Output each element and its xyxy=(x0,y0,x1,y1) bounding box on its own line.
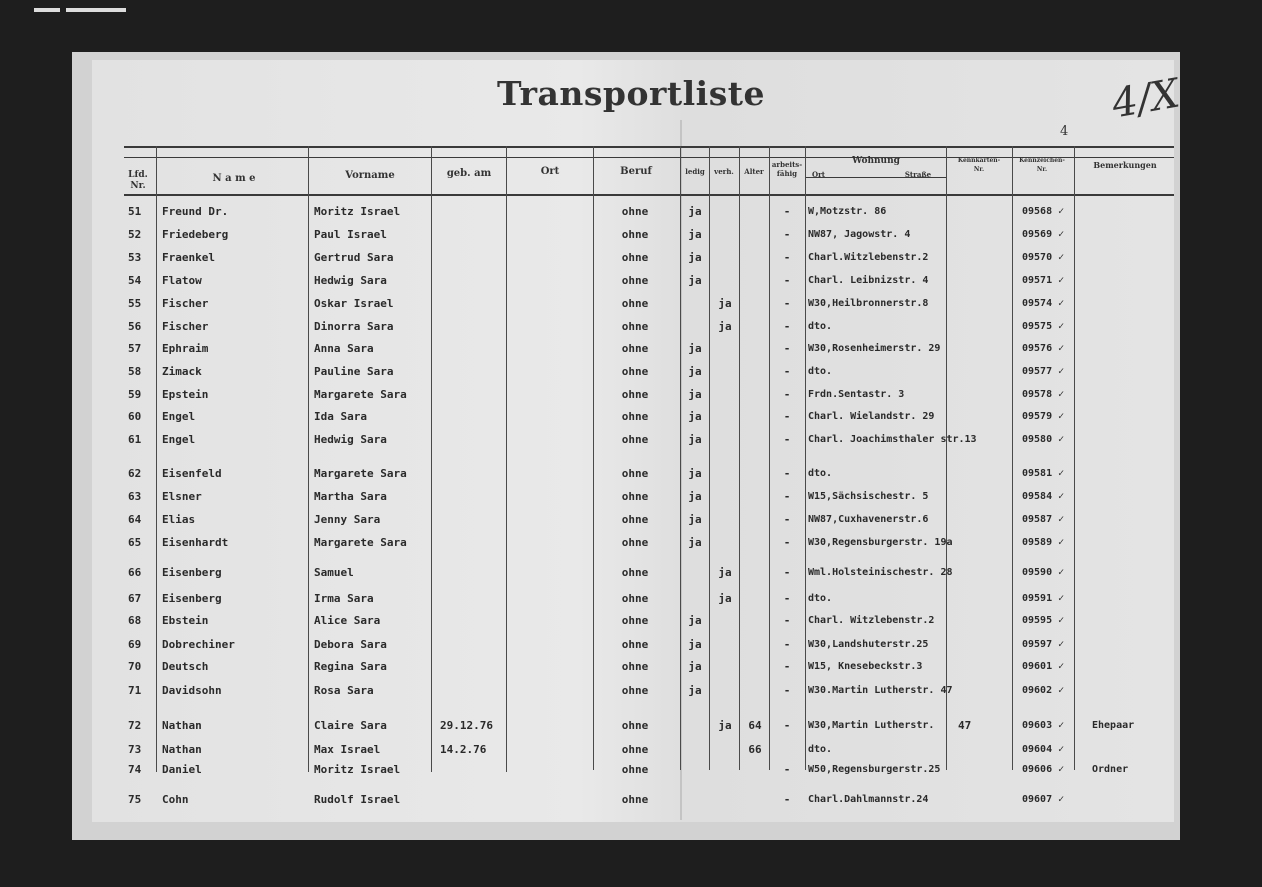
cell-arb: - xyxy=(783,719,791,732)
cell-kz: 09606 ✓ xyxy=(1022,764,1065,775)
cell-name: Eisenhardt xyxy=(162,536,229,549)
cell-name: Ephraim xyxy=(162,342,209,355)
cell-kz: 09597 ✓ xyxy=(1022,639,1065,650)
film-edge-mark xyxy=(34,8,60,12)
header-arbeits-line1: arbeits- xyxy=(771,160,803,169)
cell-nr: 68 xyxy=(128,614,142,627)
cell-vorname: Jenny Sara xyxy=(314,513,381,526)
header-name: N a m e xyxy=(212,173,256,184)
cell-wohnung: dto. xyxy=(808,366,833,377)
cell-vorname: Gertrud Sara xyxy=(314,251,394,264)
cell-arb: - xyxy=(783,684,791,697)
cell-nr: 62 xyxy=(128,467,142,480)
cell-nr: 56 xyxy=(128,320,142,333)
cell-wohnung: W30,Martin Lutherstr. xyxy=(808,720,935,731)
cell-nr: 73 xyxy=(128,743,142,756)
cell-beruf: ohne xyxy=(621,592,649,605)
cell-name: Freund Dr. xyxy=(162,205,229,218)
cell-wohnung: Charl. Leibnizstr. 4 xyxy=(808,275,929,286)
cell-wohnung: dto. xyxy=(808,321,833,332)
cell-vorname: Paul Israel xyxy=(314,228,387,241)
cell-wohnung: W30,Regensburgerstr. 19a xyxy=(808,537,953,548)
cell-kz: 09569 ✓ xyxy=(1022,229,1065,240)
cell-beruf: ohne xyxy=(621,205,649,218)
cell-name: Nathan xyxy=(162,743,202,756)
cell-nr: 57 xyxy=(128,342,142,355)
cell-kz: 09584 ✓ xyxy=(1022,491,1065,502)
header-beruf: Beruf xyxy=(620,166,652,177)
cell-nr: 63 xyxy=(128,490,142,503)
cell-wohnung: Frdn.Sentastr. 3 xyxy=(808,389,905,400)
cell-ledig: ja xyxy=(688,490,702,503)
header-wohnung-ort: Ort xyxy=(812,170,826,179)
cell-beruf: ohne xyxy=(621,342,649,355)
cell-beruf: ohne xyxy=(621,614,649,627)
cell-wohnung: W30,Landshuterstr.25 xyxy=(808,639,929,650)
cell-arb: - xyxy=(783,251,791,264)
cell-wohnung: NW87,Cuxhavenerstr.6 xyxy=(808,514,929,525)
cell-arb: - xyxy=(783,388,791,401)
cell-vorname: Irma Sara xyxy=(314,592,374,605)
cell-name: Elsner xyxy=(162,490,202,503)
cell-kz: 09607 ✓ xyxy=(1022,794,1065,805)
cell-nr: 72 xyxy=(128,719,142,732)
header-alter: Alter xyxy=(744,167,764,176)
cell-ledig: ja xyxy=(688,513,702,526)
cell-kz: 09595 ✓ xyxy=(1022,615,1065,626)
cell-arb: - xyxy=(783,228,791,241)
cell-verh: ja xyxy=(718,320,732,333)
cell-beruf: ohne xyxy=(621,365,649,378)
table-top-rule xyxy=(124,146,1174,148)
cell-ledig: ja xyxy=(688,614,702,627)
cell-vorname: Ida Sara xyxy=(314,410,367,423)
header-ledig: ledig xyxy=(685,167,705,176)
cell-vorname: Dinorra Sara xyxy=(314,320,394,333)
cell-nr: 69 xyxy=(128,638,142,651)
cell-vorname: Margarete Sara xyxy=(314,467,407,480)
cell-vorname: Hedwig Sara xyxy=(314,274,387,287)
header-arbeitsfaehig xyxy=(770,160,804,178)
cell-ledig: ja xyxy=(688,467,702,480)
cell-name: Fischer xyxy=(162,320,209,333)
cell-kz: 09603 ✓ xyxy=(1022,720,1065,731)
cell-name: Deutsch xyxy=(162,660,209,673)
cell-beruf: ohne xyxy=(621,388,649,401)
header-arbeits-line2: fähig xyxy=(776,169,798,178)
cell-kz: 09601 ✓ xyxy=(1022,661,1065,672)
cell-kz: 09576 ✓ xyxy=(1022,343,1065,354)
cell-wohnung: NW87, Jagowstr. 4 xyxy=(808,229,911,240)
cell-vorname: Moritz Israel xyxy=(314,205,401,218)
cell-arb: - xyxy=(783,320,791,333)
cell-nr: 53 xyxy=(128,251,142,264)
cell-nr: 51 xyxy=(128,205,142,218)
column-rule xyxy=(1012,146,1013,770)
column-rule xyxy=(308,146,309,772)
cell-arb: - xyxy=(783,566,791,579)
cell-arb: - xyxy=(783,433,791,446)
cell-kz: 09577 ✓ xyxy=(1022,366,1065,377)
cell-nr: 55 xyxy=(128,297,142,310)
cell-ledig: ja xyxy=(688,205,702,218)
cell-wohnung: W,Motzstr. 86 xyxy=(808,206,887,217)
cell-nr: 74 xyxy=(128,763,142,776)
column-rule xyxy=(709,146,710,770)
cell-kz: 09571 ✓ xyxy=(1022,275,1065,286)
cell-name: Engel xyxy=(162,433,196,446)
cell-beruf: ohne xyxy=(621,763,649,776)
cell-beruf: ohne xyxy=(621,660,649,673)
cell-arb: - xyxy=(783,536,791,549)
cell-verh: ja xyxy=(718,719,732,732)
cell-vorname: Moritz Israel xyxy=(314,763,401,776)
cell-name: Fischer xyxy=(162,297,209,310)
cell-geb: 14.2.76 xyxy=(440,743,487,756)
cell-verh: ja xyxy=(718,566,732,579)
cell-arb: - xyxy=(783,793,791,806)
cell-vorname: Margarete Sara xyxy=(314,388,407,401)
cell-name: Eisenberg xyxy=(162,566,222,579)
cell-kz: 09574 ✓ xyxy=(1022,298,1065,309)
cell-verh: ja xyxy=(718,297,732,310)
cell-name: Davidsohn xyxy=(162,684,222,697)
cell-kz: 09602 ✓ xyxy=(1022,685,1065,696)
cell-name: Friedeberg xyxy=(162,228,229,241)
cell-wohnung: Charl. Wielandstr. 29 xyxy=(808,411,935,422)
cell-beruf: ohne xyxy=(621,251,649,264)
cell-ledig: ja xyxy=(688,684,702,697)
cell-ledig: ja xyxy=(688,251,702,264)
cell-vorname: Alice Sara xyxy=(314,614,381,627)
cell-wohnung: dto. xyxy=(808,593,833,604)
cell-geb: 29.12.76 xyxy=(440,719,493,732)
cell-arb: - xyxy=(783,490,791,503)
column-rule xyxy=(739,146,740,770)
cell-vorname: Samuel xyxy=(314,566,354,579)
cell-arb: - xyxy=(783,660,791,673)
cell-vorname: Regina Sara xyxy=(314,660,387,673)
header-lfd-nr xyxy=(124,170,152,192)
header-wohnung-strasse: Straße xyxy=(904,170,932,179)
cell-kz: 09578 ✓ xyxy=(1022,389,1065,400)
header-bottom-rule xyxy=(124,194,1174,196)
cell-vorname: Martha Sara xyxy=(314,490,387,503)
film-edge-mark xyxy=(66,8,126,12)
cell-kz: 09575 ✓ xyxy=(1022,321,1065,332)
cell-kz: 09587 ✓ xyxy=(1022,514,1065,525)
cell-nr: 66 xyxy=(128,566,142,579)
cell-beruf: ohne xyxy=(621,638,649,651)
header-kennkarten xyxy=(948,156,1010,174)
cell-name: Flatow xyxy=(162,274,202,287)
cell-kz: 09591 ✓ xyxy=(1022,593,1065,604)
cell-name: Fraenkel xyxy=(162,251,215,264)
header-kennkarten-line2: Nr. xyxy=(973,166,985,173)
cell-vorname: Debora Sara xyxy=(314,638,387,651)
cell-nr: 71 xyxy=(128,684,142,697)
cell-kenn: 47 xyxy=(958,719,972,732)
cell-arb: - xyxy=(783,763,791,776)
cell-wohnung: W50,Regensburgerstr.25 xyxy=(808,764,941,775)
cell-vorname: Rosa Sara xyxy=(314,684,374,697)
cell-arb: - xyxy=(783,342,791,355)
cell-beruf: ohne xyxy=(621,536,649,549)
cell-vorname: Margarete Sara xyxy=(314,536,407,549)
cell-name: Zimack xyxy=(162,365,202,378)
cell-vorname: Pauline Sara xyxy=(314,365,394,378)
header-kennzeichen xyxy=(1012,156,1072,174)
cell-wohnung: W30.Martin Lutherstr. 47 xyxy=(808,685,953,696)
cell-ledig: ja xyxy=(688,660,702,673)
column-rule xyxy=(431,146,432,772)
cell-alter: 66 xyxy=(748,743,762,756)
cell-nr: 64 xyxy=(128,513,142,526)
cell-name: Nathan xyxy=(162,719,202,732)
cell-arb: - xyxy=(783,205,791,218)
cell-nr: 67 xyxy=(128,592,142,605)
cell-ledig: ja xyxy=(688,228,702,241)
cell-beruf: ohne xyxy=(621,433,649,446)
cell-wohnung: Charl.Witzlebenstr.2 xyxy=(808,252,929,263)
header-kennzeichen-line2: Nr. xyxy=(1036,166,1048,173)
cell-kz: 09579 ✓ xyxy=(1022,411,1065,422)
cell-wohnung: Charl. Joachimsthaler str.13 xyxy=(808,434,977,445)
cell-arb: - xyxy=(783,274,791,287)
cell-arb: - xyxy=(783,592,791,605)
cell-nr: 65 xyxy=(128,536,142,549)
cell-kz: 09581 ✓ xyxy=(1022,468,1065,479)
cell-beruf: ohne xyxy=(621,743,649,756)
cell-ledig: ja xyxy=(688,433,702,446)
cell-beruf: ohne xyxy=(621,719,649,732)
cell-name: Eisenfeld xyxy=(162,467,222,480)
header-geb-am: geb. am xyxy=(446,168,492,179)
column-rule xyxy=(593,146,594,770)
cell-nr: 59 xyxy=(128,388,142,401)
cell-kz: 09590 ✓ xyxy=(1022,567,1065,578)
cell-alter: 64 xyxy=(748,719,762,732)
header-ort: Ort xyxy=(540,166,560,177)
cell-wohnung: Wml.Holsteinischestr. 28 xyxy=(808,567,953,578)
cell-name: Daniel xyxy=(162,763,202,776)
header-wohnung: Wohnung xyxy=(852,156,900,166)
header-lfd-line1: Lfd. xyxy=(128,170,148,180)
cell-beruf: ohne xyxy=(621,793,649,806)
cell-beruf: ohne xyxy=(621,467,649,480)
cell-ledig: ja xyxy=(688,342,702,355)
cell-beruf: ohne xyxy=(621,228,649,241)
cell-vorname: Hedwig Sara xyxy=(314,433,387,446)
cell-wohnung: dto. xyxy=(808,744,833,755)
cell-vorname: Oskar Israel xyxy=(314,297,394,310)
cell-arb: - xyxy=(783,513,791,526)
cell-arb: - xyxy=(783,297,791,310)
cell-beruf: ohne xyxy=(621,513,649,526)
cell-ledig: ja xyxy=(688,638,702,651)
cell-wohnung: W30,Rosenheimerstr. 29 xyxy=(808,343,941,354)
cell-kz: 09570 ✓ xyxy=(1022,252,1065,263)
cell-wohnung: dto. xyxy=(808,468,833,479)
cell-nr: 58 xyxy=(128,365,142,378)
cell-wohnung: W15, Knesebeckstr.3 xyxy=(808,661,923,672)
cell-kz: 09580 ✓ xyxy=(1022,434,1065,445)
cell-vorname: Rudolf Israel xyxy=(314,793,401,806)
cell-arb: - xyxy=(783,467,791,480)
cell-vorname: Max Israel xyxy=(314,743,381,756)
header-bemerkungen: Bemerkungen xyxy=(1093,160,1157,170)
cell-ledig: ja xyxy=(688,365,702,378)
cell-bem: Ordner xyxy=(1092,764,1129,775)
cell-wohnung: Charl. Witzlebenstr.2 xyxy=(808,615,935,626)
column-rule xyxy=(156,146,157,772)
cell-beruf: ohne xyxy=(621,320,649,333)
cell-ledig: ja xyxy=(688,274,702,287)
cell-wohnung: W30,Heilbronnerstr.8 xyxy=(808,298,929,309)
column-rule xyxy=(769,146,770,770)
handwritten-mark: 4/X xyxy=(1108,70,1183,128)
page-number: 4 xyxy=(1060,124,1069,139)
cell-name: Epstein xyxy=(162,388,209,401)
cell-nr: 75 xyxy=(128,793,142,806)
cell-name: Engel xyxy=(162,410,196,423)
cell-kz: 09589 ✓ xyxy=(1022,537,1065,548)
cell-nr: 54 xyxy=(128,274,142,287)
cell-beruf: ohne xyxy=(621,566,649,579)
header-kennkarten-line1: Kennkarten- xyxy=(957,157,1001,164)
cell-kz: 09604 ✓ xyxy=(1022,744,1065,755)
cell-beruf: ohne xyxy=(621,410,649,423)
cell-arb: - xyxy=(783,365,791,378)
cell-name: Eisenberg xyxy=(162,592,222,605)
header-vorname: Vorname xyxy=(345,170,395,181)
cell-ledig: ja xyxy=(688,388,702,401)
cell-name: Ebstein xyxy=(162,614,209,627)
cell-beruf: ohne xyxy=(621,490,649,503)
cell-wohnung: Charl.Dahlmannstr.24 xyxy=(808,794,929,805)
cell-arb: - xyxy=(783,614,791,627)
column-rule xyxy=(506,146,507,772)
cell-arb: - xyxy=(783,638,791,651)
document-title: Transportliste xyxy=(496,74,766,113)
cell-nr: 61 xyxy=(128,433,142,446)
cell-nr: 52 xyxy=(128,228,142,241)
cell-beruf: ohne xyxy=(621,297,649,310)
column-rule xyxy=(805,146,806,770)
cell-vorname: Anna Sara xyxy=(314,342,374,355)
cell-wohnung: W15,Sächsischestr. 5 xyxy=(808,491,929,502)
cell-ledig: ja xyxy=(688,536,702,549)
cell-nr: 60 xyxy=(128,410,142,423)
cell-kz: 09568 ✓ xyxy=(1022,206,1065,217)
cell-name: Dobrechiner xyxy=(162,638,235,651)
cell-beruf: ohne xyxy=(621,684,649,697)
cell-verh: ja xyxy=(718,592,732,605)
cell-nr: 70 xyxy=(128,660,142,673)
cell-arb: - xyxy=(783,410,791,423)
header-verh: verh. xyxy=(714,167,734,176)
cell-name: Elias xyxy=(162,513,196,526)
cell-vorname: Claire Sara xyxy=(314,719,387,732)
cell-ledig: ja xyxy=(688,410,702,423)
cell-name: Cohn xyxy=(162,793,189,806)
header-kennzeichen-line1: Kennzeichen- xyxy=(1019,157,1065,164)
cell-bem: Ehepaar xyxy=(1092,720,1135,731)
cell-beruf: ohne xyxy=(621,274,649,287)
header-lfd-line2: Nr. xyxy=(130,181,146,191)
